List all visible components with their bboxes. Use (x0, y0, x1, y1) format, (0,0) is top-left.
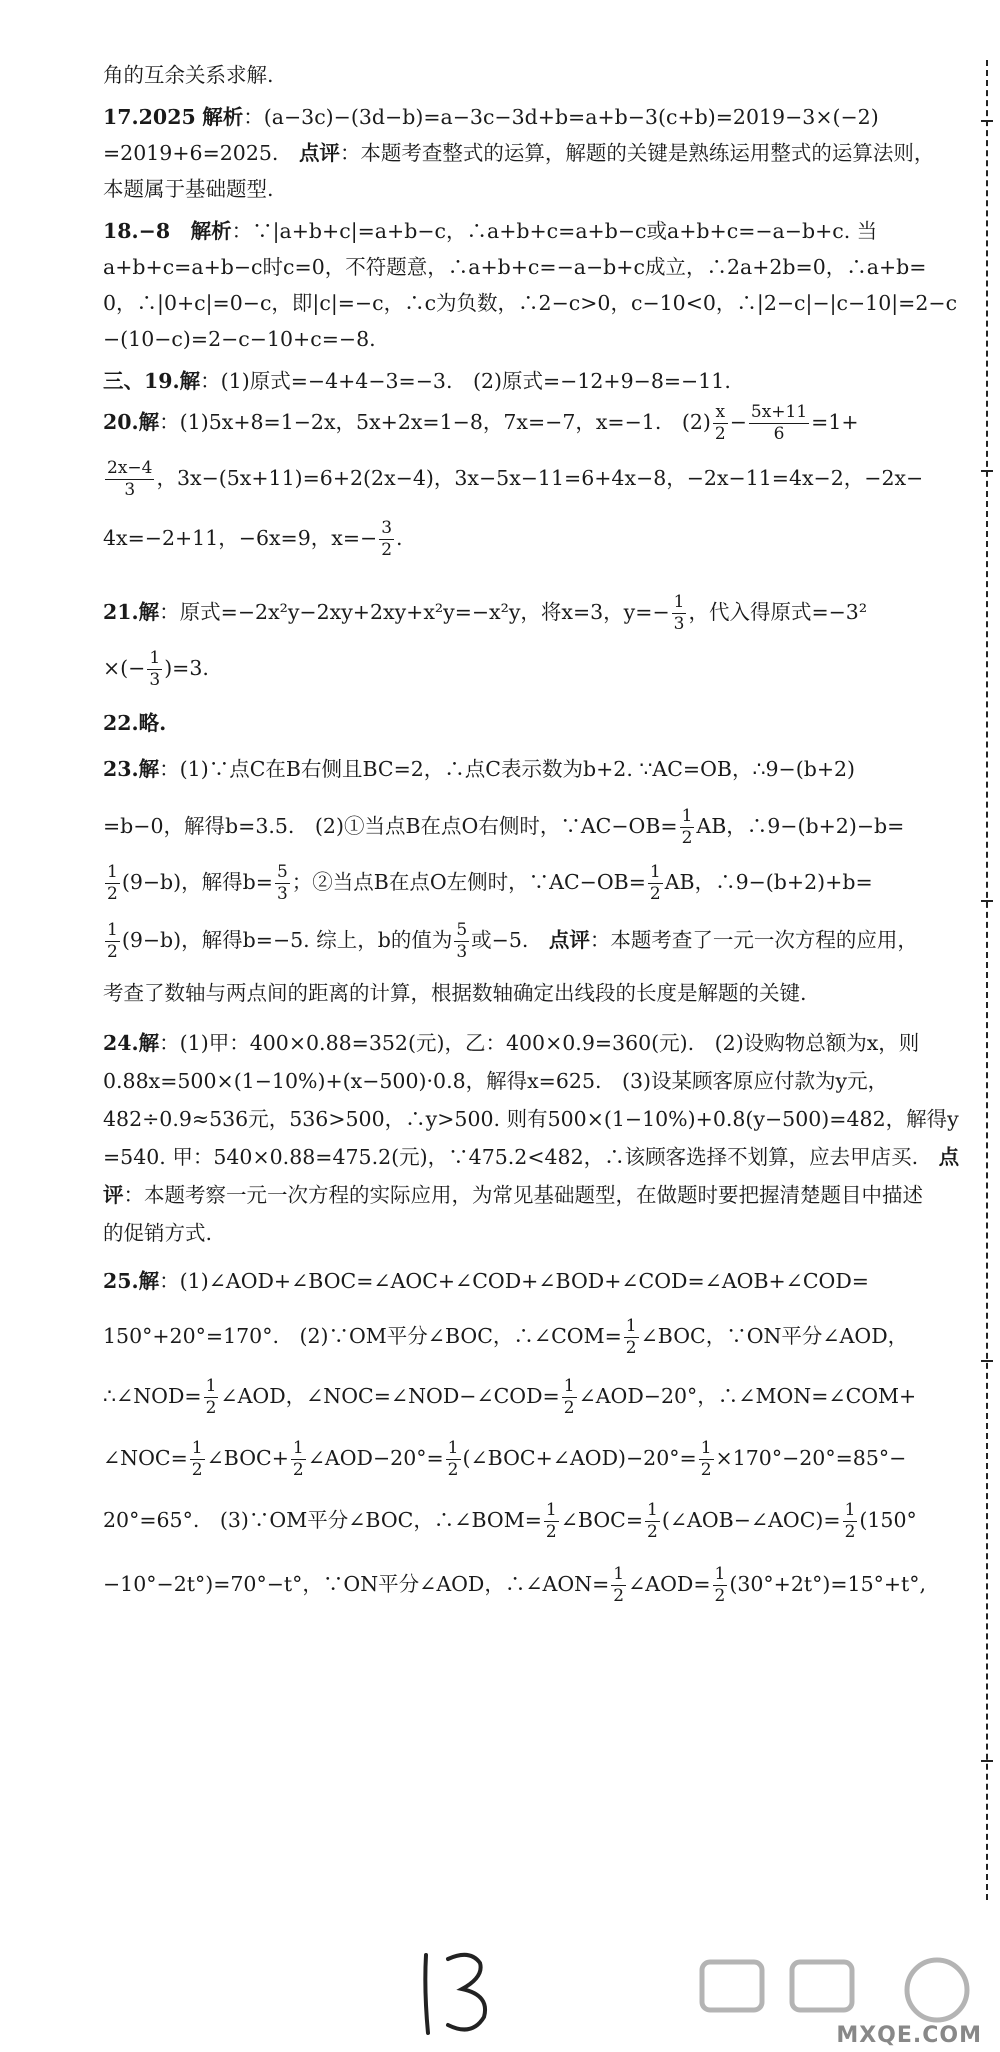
cut-tick (981, 470, 993, 472)
question-17-line-3: 本题属于基础题型. (103, 177, 274, 201)
question-23-line-1: 23.解：(1)∵点C在B右侧且BC=2，∴点C表示数为b+2. ∵AC=OB，∴9−(b+2) (103, 757, 856, 781)
watermark-text: MXQE.COM (836, 2023, 982, 2048)
fraction: $\frac{1}{2}$ (292, 1438, 304, 1480)
question-24-line-5: 评：本题考察一元一次方程的实际应用，为常见基础题型，在做题时要把握清楚题目中描述 (103, 1183, 923, 1207)
question-21-line-2: ×(− $\frac{1}{3}$ )=3. (103, 648, 209, 690)
fraction: $\frac{1}{2}$ (700, 1438, 712, 1480)
fraction: $\frac{1}{2}$ (681, 806, 693, 848)
question-18-line-1: 18.−8 解析：∵|a+b+c|=a+b−c，∴a+b+c=a+b−c或a+b+c=−a−b+c. 当 (103, 219, 878, 243)
fraction: $\frac{1}{2}$ (625, 1316, 637, 1358)
question-24-line-2: 0.88x=500×(1−10%)+(x−500)·0.8，解得x=625. (3)设某顾客原应付款为y元， (103, 1069, 889, 1093)
cut-tick (981, 1760, 993, 1762)
question-25-line-6: −10°−2t°)=70°−t°，∵ON平分∠AOD，∴∠AON= $\frac{1}{2}$ ∠AOD= $\frac{1}{2}$ (30°+2t°)=15°+t°, (103, 1564, 927, 1606)
fraction: $\frac{x}{2}$ (714, 402, 726, 444)
question-24-line-1: 24.解：(1)甲：400×0.88=352(元)，乙：400×0.9=360(元). (2)设购物总额为x，则 (103, 1031, 920, 1055)
fraction: $\frac{5}{3}$ (276, 862, 288, 904)
fraction: $\frac{3}{2}$ (381, 518, 393, 560)
fraction: $\frac{1}{2}$ (447, 1438, 459, 1480)
fraction: $\frac{1}{2}$ (107, 862, 118, 904)
fraction: $\frac{5x+11}{6}$ (750, 402, 808, 444)
question-19-line-1: 三、19.解：(1)原式=−4+4−3=−3. (2)原式=−12+9−8=−11. (103, 369, 731, 393)
binding-cut-line (986, 60, 988, 1900)
question-22-line-1: 22.略. (103, 711, 167, 735)
question-18-line-2: a+b+c=a+b−c时c=0，不符题意，∴a+b+c=−a−b+c成立，∴2a+2b=0，∴a+b= (103, 255, 927, 279)
fraction: $\frac{1}{3}$ (149, 648, 161, 690)
fraction: $\frac{1}{2}$ (844, 1500, 856, 1542)
fraction: $\frac{2x-4}{3}$ (107, 458, 153, 500)
question-20-line-2: $\frac{2x-4}{3}$ ，3x−(5x+11)=6+2(2x−4)，3x−5x−11=6+4x−8，−2x−11=4x−2，−2x− (107, 458, 924, 500)
fraction: $\frac{1}{2}$ (545, 1500, 557, 1542)
question-25-line-3: ∴∠NOD= $\frac{1}{2}$ ∠AOD，∠NOC=∠NOD−∠COD= $\frac{1}{2}$ ∠AOD−20°，∴∠MON=∠COM+ (103, 1376, 917, 1418)
cut-tick (981, 1360, 993, 1362)
fraction: $\frac{1}{2}$ (107, 920, 118, 962)
fraction: $\frac{1}{2}$ (613, 1564, 625, 1606)
question-24-line-6: 的促销方式. (103, 1221, 213, 1245)
question-20-line-3: 4x=−2+11，−6x=9，x=− $\frac{3}{2}$ . (103, 518, 403, 560)
question-25-line-2: 150°+20°=170°. (2)∵OM平分∠BOC，∴∠COM= $\frac{1}{2}$ ∠BOC，∵ON平分∠AOD， (103, 1316, 909, 1358)
question-21-line-1: 21.解：原式=−2x²y−2xy+2xy+x²y=−x²y，将x=3，y=− $\frac{1}{3}$ ，代入得原式=−3² (103, 592, 868, 634)
question-17-line-1: 17.2025 解析：(a−3c)−(3d−b)=a−3c−3d+b=a+b−3(c+b)=2019−3×(−2) (103, 105, 879, 129)
question-23-line-4: $\frac{1}{2}$ (9−b)，解得b=−5. 综上，b的值为 $\frac{5}{3}$ 或−5. 点评：本题考查了一元一次方程的应用， (107, 920, 918, 962)
question-25-line-5: 20°=65°. (3)∵OM平分∠BOC，∴∠BOM= $\frac{1}{2}$ ∠BOC= $\frac{1}{2}$ (∠AOB−∠AOC)= $\frac{1}{2}$ (150° (103, 1500, 917, 1542)
question-25-line-1: 25.解：(1)∠AOD+∠BOC=∠AOC+∠COD+∠BOD+∠COD=∠AOB+∠COD= (103, 1269, 869, 1293)
cut-tick (981, 900, 993, 902)
fraction: $\frac{1}{2}$ (205, 1376, 217, 1418)
question-23-line-5: 考查了数轴与两点间的距离的计算，根据数轴确定出线段的长度是解题的关键. (103, 981, 807, 1005)
cut-tick (981, 120, 993, 122)
question-23-line-2: =b−0，解得b=3.5. (2)①当点B在点O右侧时，∵AC−OB= $\frac{1}{2}$ AB，∴9−(b+2)−b= (103, 806, 905, 848)
fraction: $\frac{1}{3}$ (673, 592, 685, 634)
question-24-line-4: =540. 甲：540×0.88=475.2(元)，∵475.2<482，∴该顾客选择不划算，应去甲店买. 点 (103, 1145, 960, 1169)
fraction: $\frac{1}{2}$ (647, 1500, 658, 1542)
fraction: $\frac{1}{2}$ (563, 1376, 575, 1418)
fraction: $\frac{1}{2}$ (649, 862, 661, 904)
fraction: $\frac{1}{2}$ (191, 1438, 203, 1480)
fraction: $\frac{1}{2}$ (714, 1564, 726, 1606)
handwritten-page-number (412, 1945, 502, 2040)
question-20-line-1: 20.解：(1)5x+8=1−2x，5x+2x=1−8，7x=−7，x=−1. (2) $\frac{x}{2}$ − $\frac{5x+11}{6}$ =1+ (103, 402, 859, 444)
question-24-line-3: 482÷0.9≈536元，536>500，∴y>500. 则有500×(1−10%)+0.8(y−500)=482，解得y (103, 1107, 959, 1131)
question-25-line-4: ∠NOC= $\frac{1}{2}$ ∠BOC+ $\frac{1}{2}$ ∠AOD−20°= $\frac{1}{2}$ (∠BOC+∠AOD)−20°= $\frac{1}{2}$ ×170°−20°=85°− (103, 1438, 907, 1480)
question-18-line-4: −(10−c)=2−c−10+c=−8. (103, 327, 376, 351)
fraction: $\frac{5}{3}$ (456, 920, 468, 962)
question-17-line-2: =2019+6=2025. 点评：本题考查整式的运算，解题的关键是熟练运用整式的运算法则， (103, 141, 935, 165)
question-23-line-3: $\frac{1}{2}$ (9−b)，解得b= $\frac{5}{3}$ ；②当点B在点O左侧时，∵AC−OB= $\frac{1}{2}$ AB，∴9−(b+2)+b= (107, 862, 873, 904)
text-line: 角的互余关系求解. (103, 63, 274, 87)
question-18-line-3: 0，∴|0+c|=0−c，即|c|=−c，∴c为负数，∴2−c>0，c−10<0，∴|2−c|−|c−10|=2−c (103, 291, 958, 315)
